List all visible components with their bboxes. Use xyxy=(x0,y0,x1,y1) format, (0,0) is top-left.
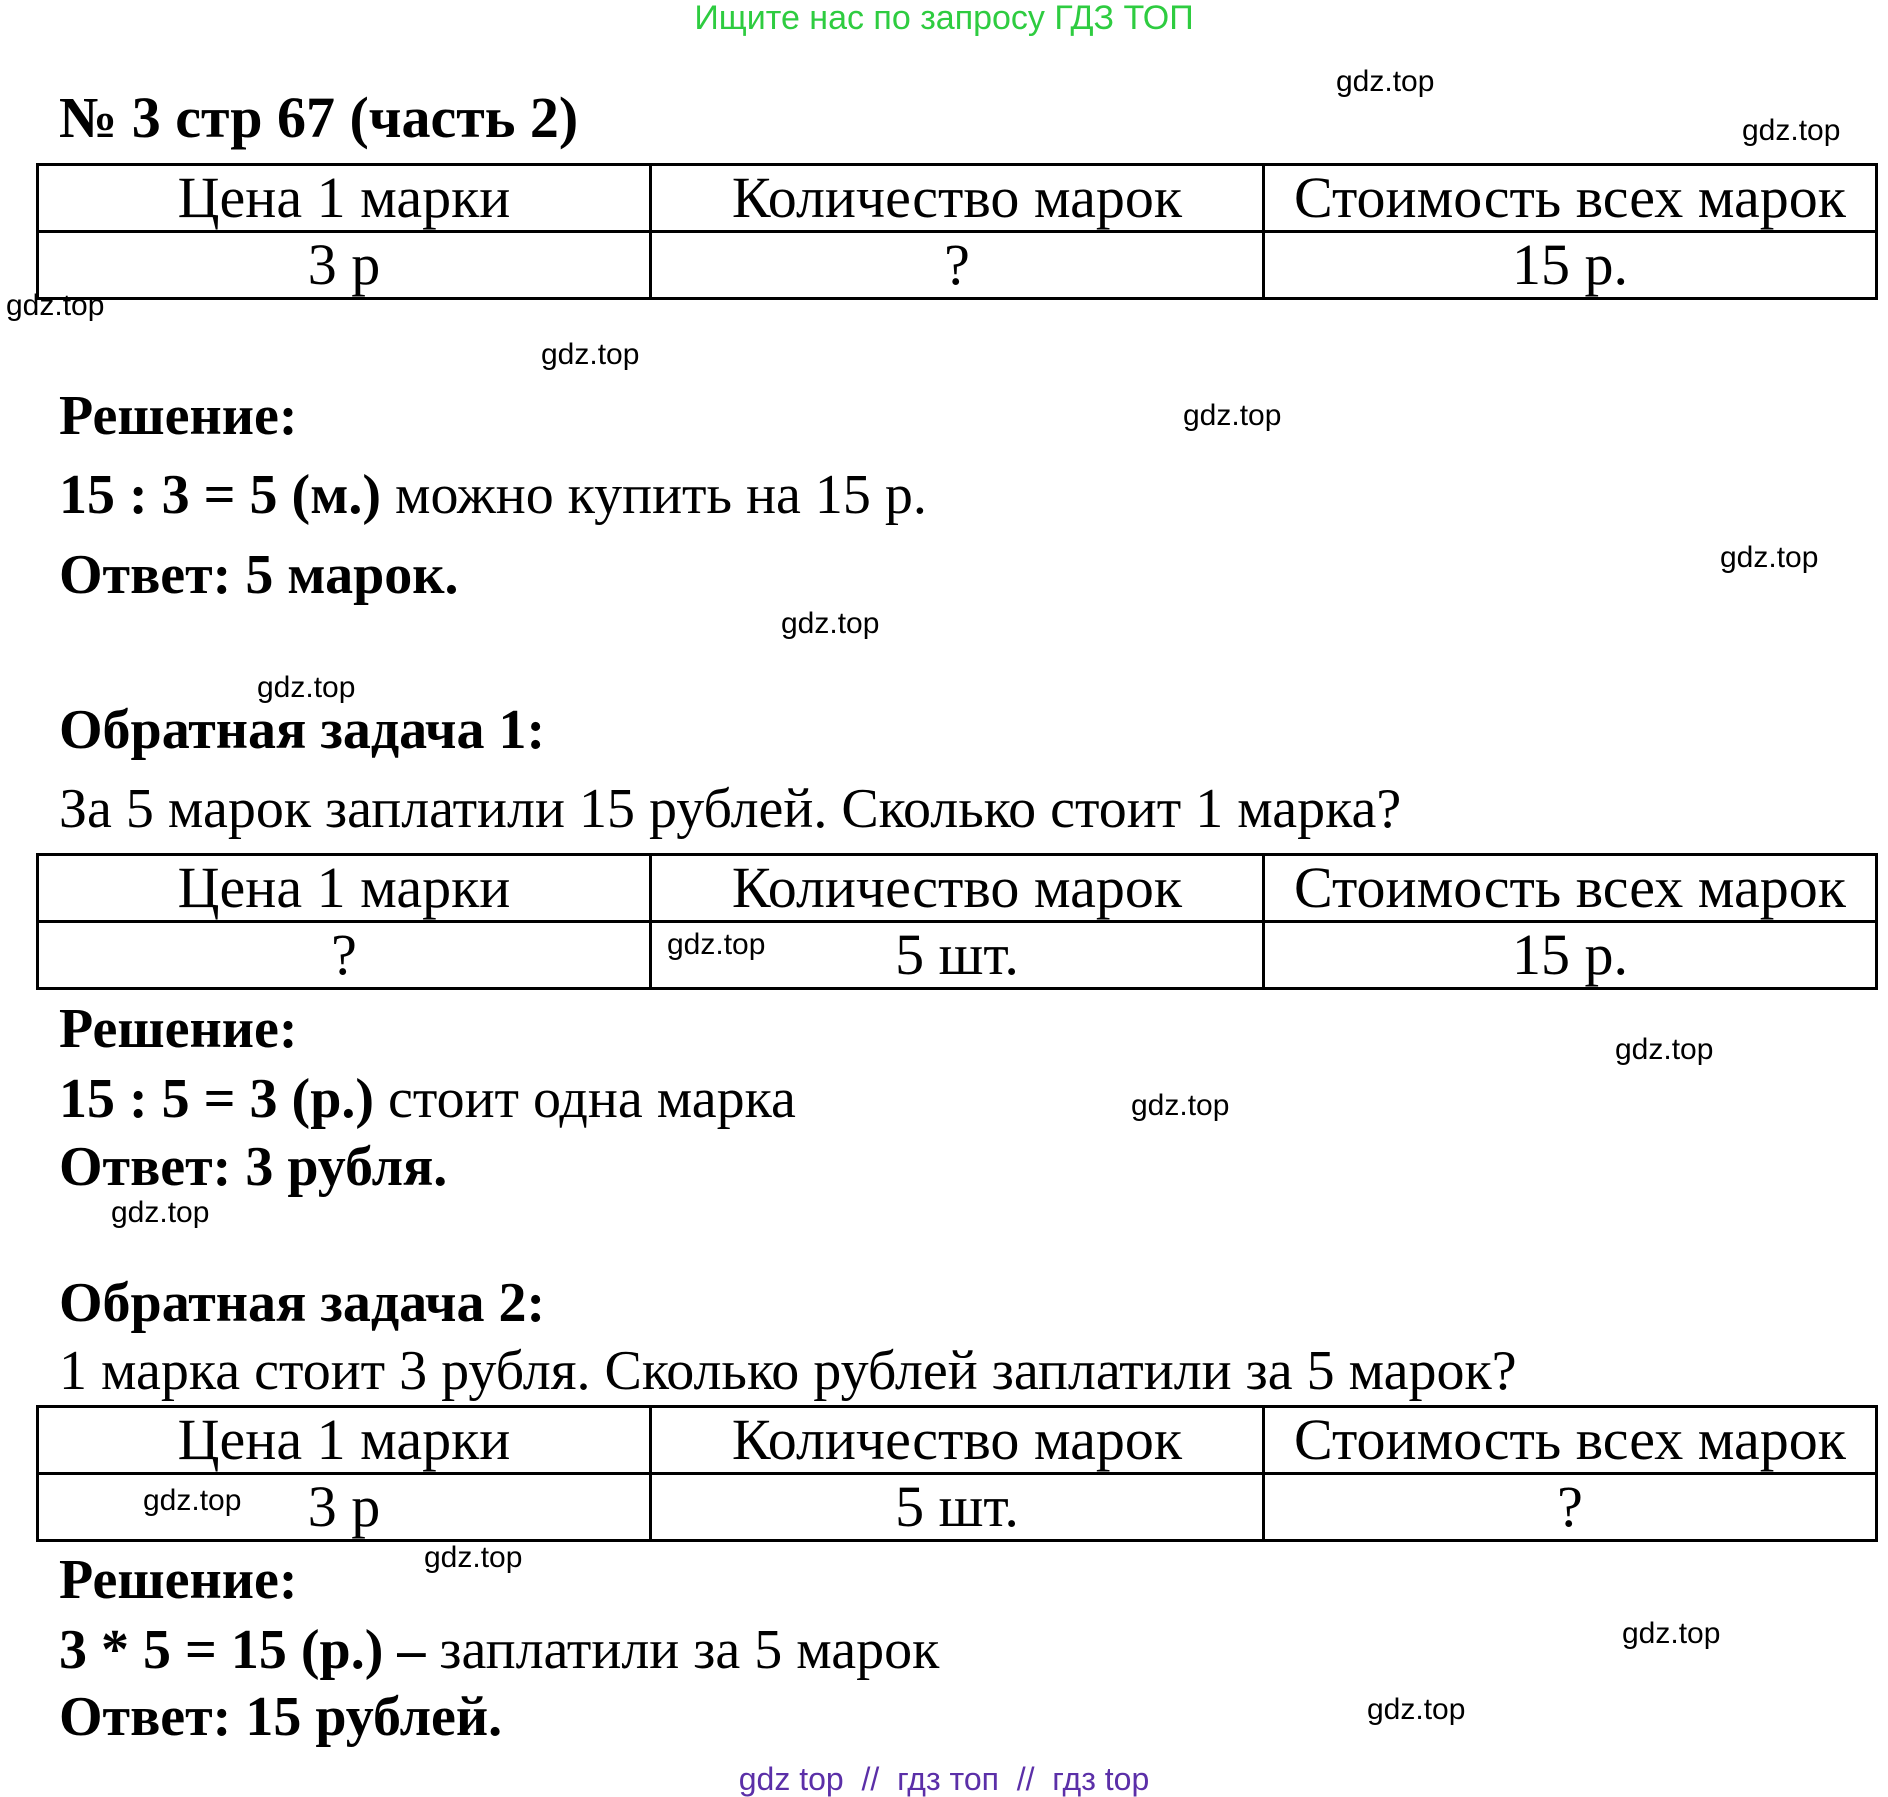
solution-line-3 xyxy=(59,1617,939,1683)
solution-text: стоит одна марка xyxy=(374,1068,796,1130)
table-row xyxy=(38,232,1877,299)
watermark: gdz.top xyxy=(6,289,105,322)
table-2 xyxy=(36,853,1878,990)
watermark: gdz.top xyxy=(541,338,640,371)
watermark: gdz.top xyxy=(1742,114,1841,147)
cell-price: ? xyxy=(38,922,651,989)
inverse-task-1-heading: Обратная задача 1: xyxy=(59,699,546,761)
cell-total: 15 р. xyxy=(1264,922,1877,989)
watermark: gdz.top xyxy=(143,1484,242,1517)
inverse-task-1-question: За 5 марок заплатили 15 рублей. Сколько стоит 1 марка? xyxy=(59,778,1402,840)
solution-expression: 15 : 5 = 3 (р.) xyxy=(59,1068,374,1130)
answer-2: Ответ: 3 рубля. xyxy=(59,1136,448,1198)
watermark: gdz.top xyxy=(424,1541,523,1574)
solution-text: заплатили за 5 марок xyxy=(425,1619,940,1681)
watermark: gdz.top xyxy=(1615,1033,1714,1066)
solution-heading-1: Решение: xyxy=(59,385,298,447)
solution-heading-2: Решение: xyxy=(59,998,298,1060)
header-cell-quantity: Количество марок xyxy=(651,855,1264,922)
table-1 xyxy=(36,163,1878,300)
watermark: gdz.top xyxy=(257,671,356,704)
watermark: gdz.top xyxy=(1720,541,1819,574)
watermark: gdz.top xyxy=(1622,1617,1721,1650)
watermark: gdz.top xyxy=(781,607,880,640)
solution-expression: 3 * 5 = 15 (р.) – xyxy=(59,1619,426,1681)
inverse-task-2-question: 1 марка стоит 3 рубля. Сколько рублей заплатили за 5 марок? xyxy=(59,1340,1517,1402)
watermark: gdz.top xyxy=(1336,65,1435,98)
solution-line-1 xyxy=(59,462,927,528)
table-header-row xyxy=(38,165,1877,232)
cell-total: ? xyxy=(1264,1474,1877,1541)
watermark: gdz.top xyxy=(667,928,766,961)
page-title: № 3 стр 67 (часть 2) xyxy=(59,85,579,150)
answer-3: Ответ: 15 рублей. xyxy=(59,1686,503,1748)
table-header-row xyxy=(38,1407,1877,1474)
solution-line-2 xyxy=(59,1066,796,1132)
solution-heading-3: Решение: xyxy=(59,1549,298,1611)
watermark: gdz.top xyxy=(1367,1693,1466,1726)
cell-total: 15 р. xyxy=(1264,232,1877,299)
cell-quantity: 5 шт. xyxy=(651,1474,1264,1541)
table-header-row xyxy=(38,855,1877,922)
header-cell-total: Стоимость всех марок xyxy=(1264,855,1877,922)
watermark: gdz.top xyxy=(1131,1089,1230,1122)
answer-1: Ответ: 5 марок. xyxy=(59,544,459,606)
solution-expression: 15 : 3 = 5 (м.) xyxy=(59,464,381,526)
header-cell-price: Цена 1 марки xyxy=(38,1407,651,1474)
solution-text: можно купить на 15 р. xyxy=(381,464,927,526)
cell-price: 3 р xyxy=(38,232,651,299)
header-cell-total: Стоимость всех марок xyxy=(1264,1407,1877,1474)
bottom-banner: gdz top // гдз топ // гдз top xyxy=(738,1761,1150,1797)
cell-price: 3 р xyxy=(38,1474,651,1541)
table-3 xyxy=(36,1405,1878,1542)
header-cell-price: Цена 1 марки xyxy=(38,855,651,922)
watermark: gdz.top xyxy=(111,1196,210,1229)
top-banner: Ищите нас по запросу ГДЗ ТОП xyxy=(694,0,1194,37)
header-cell-quantity: Количество марок xyxy=(651,1407,1264,1474)
header-cell-total: Стоимость всех марок xyxy=(1264,165,1877,232)
cell-quantity: 5 шт. xyxy=(651,922,1264,989)
table-row xyxy=(38,1474,1877,1541)
header-cell-quantity: Количество марок xyxy=(651,165,1264,232)
header-cell-price: Цена 1 марки xyxy=(38,165,651,232)
cell-quantity: ? xyxy=(651,232,1264,299)
watermark: gdz.top xyxy=(1183,399,1282,432)
inverse-task-2-heading: Обратная задача 2: xyxy=(59,1272,546,1334)
table-row xyxy=(38,922,1877,989)
